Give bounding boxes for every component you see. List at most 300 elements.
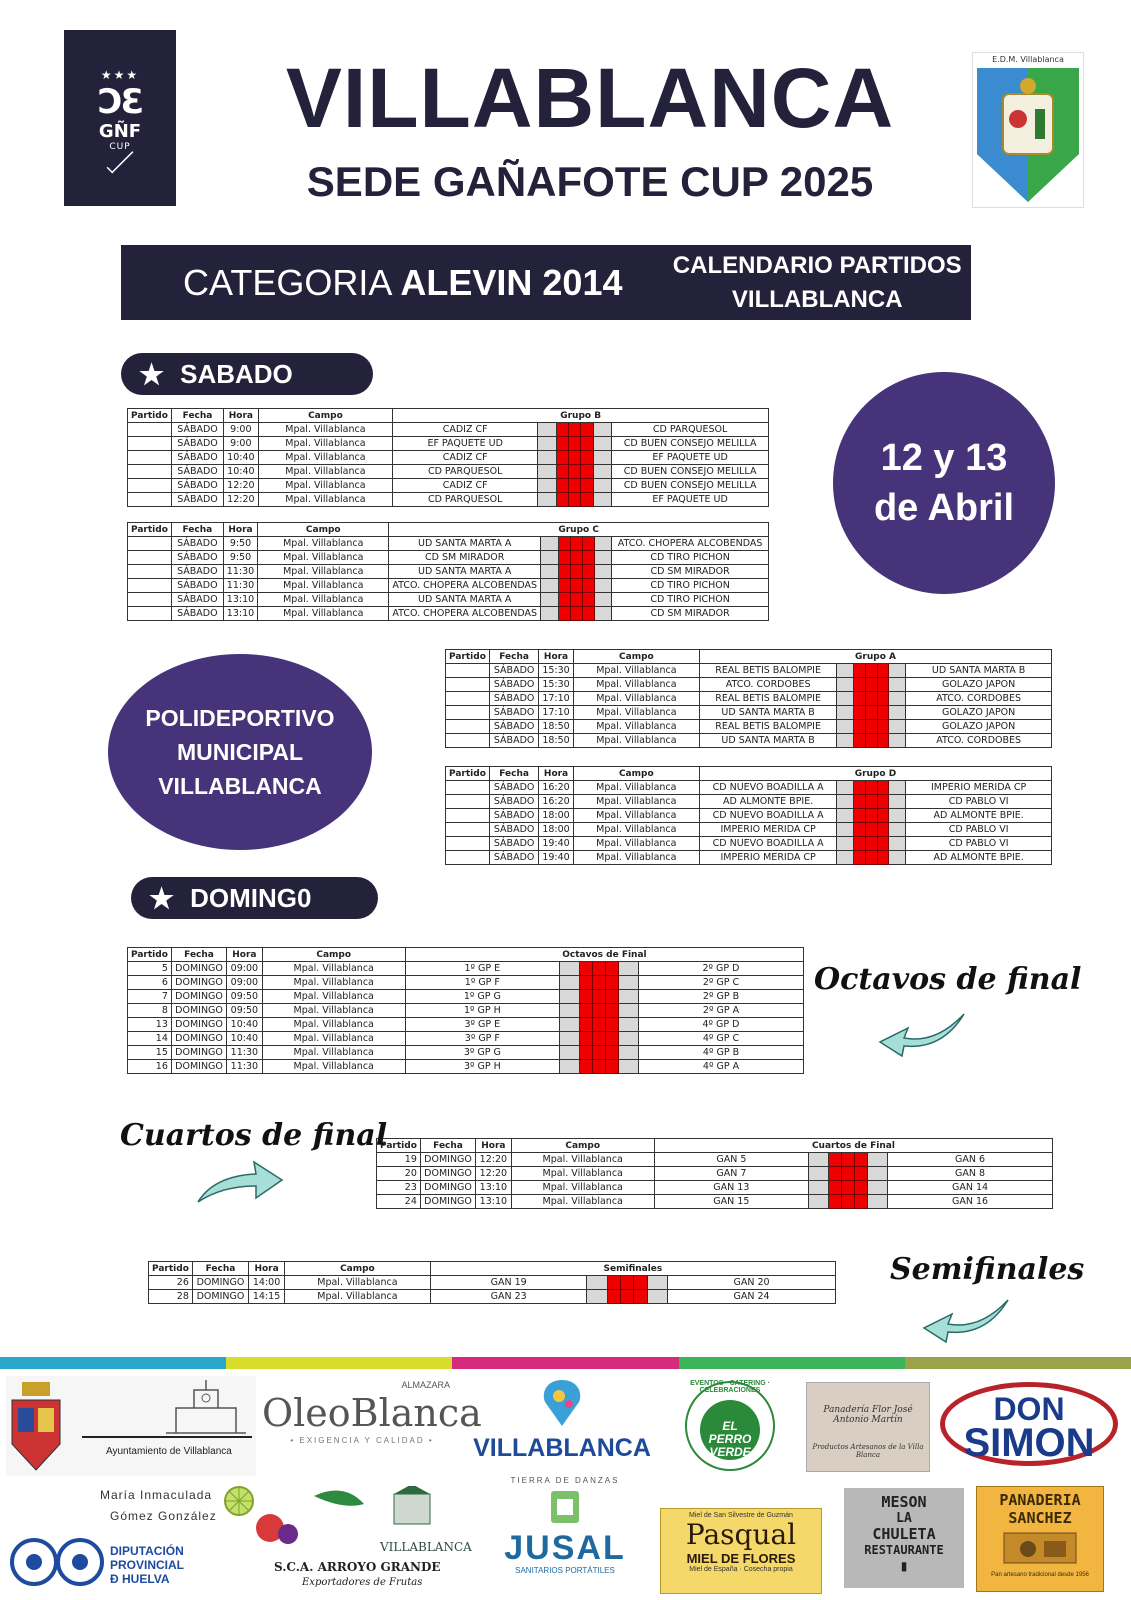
cell-local-team: 1º GP E	[405, 962, 559, 976]
header-partido: Partido	[149, 1262, 193, 1276]
cell-partido	[446, 678, 490, 692]
score-gray	[647, 1276, 667, 1290]
perro-verde-ring: EVENTOS · CATERING · CELEBRACIONES	[690, 1380, 770, 1394]
score-red	[579, 962, 592, 976]
cell-visitor-team: 4º GP B	[639, 1046, 804, 1060]
score-gray	[541, 579, 559, 593]
table-row	[128, 1004, 804, 1018]
cell-visitor-team: 2º GP C	[639, 976, 804, 990]
score-red	[854, 692, 866, 706]
ayuntamiento-text: Ayuntamiento de Villablanca	[106, 1446, 232, 1457]
score-red	[579, 976, 592, 990]
score-gray	[538, 465, 556, 479]
score-gray	[868, 1167, 888, 1181]
score-red	[570, 579, 582, 593]
score-red	[854, 664, 866, 678]
score-red	[854, 837, 866, 851]
cell-local-team: GAN 19	[430, 1276, 587, 1290]
cell-visitor-team: CD PARQUESOL	[612, 423, 769, 437]
score-red	[582, 537, 594, 551]
score-red	[592, 962, 605, 976]
cell-hora: 09:00	[227, 962, 262, 976]
score-gray	[619, 962, 639, 976]
score-red	[568, 479, 580, 493]
cell-visitor-team: CD SM MIRADOR	[612, 565, 769, 579]
table-row	[128, 479, 769, 493]
club-crest	[972, 52, 1084, 208]
semis-table	[148, 1261, 836, 1304]
score-red	[877, 851, 889, 865]
cell-partido	[446, 720, 490, 734]
arrow-left-icon	[920, 1296, 1012, 1344]
score-red	[828, 1153, 841, 1167]
cell-local-team: GAN 5	[654, 1153, 808, 1167]
score-red	[592, 1004, 605, 1018]
cell-partido: 19	[377, 1153, 421, 1167]
header-partido: Partido	[446, 767, 490, 781]
table-row	[128, 1018, 804, 1032]
cell-fecha: DOMINGO	[171, 1018, 226, 1032]
score-red	[582, 593, 594, 607]
cell-partido	[446, 823, 490, 837]
diputacion-line-1: DIPUTACIÓN	[110, 1544, 184, 1558]
score-red	[877, 720, 889, 734]
cell-fecha: DOMINGO	[420, 1195, 475, 1209]
cell-campo: Mpal. Villablanca	[258, 593, 389, 607]
cell-campo: Mpal. Villablanca	[573, 795, 699, 809]
meson-line-3: CHULETA	[872, 1525, 936, 1543]
cell-partido: 6	[128, 976, 172, 990]
cell-hora: 12:20	[476, 1153, 511, 1167]
cell-local-team: UD SANTA MARTA A	[389, 565, 541, 579]
pasqual-mid: MIEL DE FLORES	[686, 1551, 796, 1566]
score-gray	[559, 1004, 579, 1018]
arrow-left-icon	[876, 1010, 968, 1058]
score-gray	[889, 823, 906, 837]
score-gray	[837, 664, 854, 678]
cuartos-label: Cuartos de final	[120, 1118, 388, 1153]
table-row	[446, 664, 1052, 678]
cell-local-team: GAN 15	[654, 1195, 808, 1209]
score-red	[607, 1276, 620, 1290]
cell-partido	[446, 734, 490, 748]
pasqual-bot: Miel de España · Cosecha propia	[689, 1566, 793, 1573]
score-gray	[889, 851, 906, 865]
score-red	[592, 1032, 605, 1046]
cell-fecha: SÁBADO	[489, 706, 538, 720]
cell-hora: 10:40	[224, 451, 258, 465]
score-red	[558, 537, 570, 551]
cell-campo: Mpal. Villablanca	[258, 537, 389, 551]
score-red	[556, 465, 568, 479]
header-hora: Hora	[539, 650, 573, 664]
panaderia-sanchez-sub: Pan artesano tradicional desde 1956	[991, 1572, 1089, 1578]
cell-campo: Mpal. Villablanca	[258, 565, 389, 579]
cell-hora: 16:20	[539, 781, 573, 795]
score-red	[865, 678, 877, 692]
domingo-label: DOMING0	[190, 882, 312, 913]
cell-campo: Mpal. Villablanca	[573, 781, 699, 795]
score-red	[579, 1018, 592, 1032]
score-gray	[587, 1276, 607, 1290]
cell-campo: Mpal. Villablanca	[573, 692, 699, 706]
cell-visitor-team: GAN 20	[668, 1276, 836, 1290]
cell-campo: Mpal. Villablanca	[258, 607, 389, 621]
score-red	[606, 1032, 619, 1046]
cell-visitor-team: GAN 14	[888, 1181, 1053, 1195]
cell-local-team: EF PAQUETE UD	[393, 437, 538, 451]
cell-hora: 9:50	[223, 551, 257, 565]
score-gray	[619, 1046, 639, 1060]
score-red	[855, 1181, 868, 1195]
score-red	[606, 1018, 619, 1032]
table-row	[128, 423, 769, 437]
cell-local-team: CADIZ CF	[393, 479, 538, 493]
table-row	[128, 551, 769, 565]
score-red	[877, 678, 889, 692]
score-red	[581, 437, 593, 451]
cell-hora: 15:30	[539, 664, 573, 678]
pasqual-top: Miel de San Silvestre de Guzmán	[689, 1512, 793, 1519]
score-gray	[538, 479, 556, 493]
cell-partido	[446, 795, 490, 809]
score-red	[854, 734, 866, 748]
cell-partido: 13	[128, 1018, 172, 1032]
table-row	[446, 837, 1052, 851]
score-red	[877, 781, 889, 795]
cell-hora: 10:40	[227, 1032, 262, 1046]
cell-partido: 5	[128, 962, 172, 976]
score-gray	[594, 537, 612, 551]
venue-line-2: MUNICIPAL	[176, 739, 304, 765]
cell-hora: 12:20	[224, 479, 258, 493]
category-name: ALEVIN 2014	[400, 261, 623, 303]
cell-hora: 11:30	[227, 1046, 262, 1060]
cell-campo: Mpal. Villablanca	[511, 1167, 654, 1181]
cell-visitor-team: CD TIRO PICHON	[612, 551, 769, 565]
toilet-cabin-icon	[545, 1485, 585, 1525]
table-row	[446, 720, 1052, 734]
diputacion-line-3: Đ HUELVA	[110, 1572, 170, 1586]
cell-visitor-team: ATCO. CHOPERA ALCOBENDAS	[612, 537, 769, 551]
score-gray	[541, 565, 559, 579]
score-red	[558, 565, 570, 579]
header-group: Grupo B	[393, 409, 769, 423]
cell-visitor-team: EF PAQUETE UD	[612, 493, 769, 507]
table-row	[446, 734, 1052, 748]
cell-fecha: SÁBADO	[489, 692, 538, 706]
cell-local-team: ATCO. CORDOBES	[700, 678, 837, 692]
color-stripe	[0, 1357, 1131, 1369]
score-red	[866, 781, 878, 795]
score-red	[607, 1290, 620, 1304]
page-title: VILLABLANCA	[285, 51, 895, 145]
cell-partido	[446, 706, 490, 720]
score-gray	[594, 593, 612, 607]
score-gray	[837, 851, 854, 865]
score-red	[877, 809, 889, 823]
score-gray	[559, 1046, 579, 1060]
cell-hora: 12:20	[224, 493, 258, 507]
score-red	[556, 451, 568, 465]
table-row	[446, 781, 1052, 795]
score-red	[877, 664, 889, 678]
cell-local-team: CADIZ CF	[393, 423, 538, 437]
cell-hora: 15:30	[539, 678, 573, 692]
grupo-b-table	[127, 408, 769, 507]
cell-local-team: REAL BETIS BALOMPIE	[700, 692, 837, 706]
cell-hora: 16:20	[539, 795, 573, 809]
cell-visitor-team: CD PABLO VI	[906, 823, 1052, 837]
diputacion-emblem-icon	[10, 1530, 106, 1590]
score-gray	[594, 607, 612, 621]
page-subtitle: SEDE GAÑAFOTE CUP 2025	[306, 158, 874, 205]
diputacion-line-2: PROVINCIAL	[110, 1558, 185, 1572]
score-red	[582, 565, 594, 579]
cuartos-table	[376, 1138, 1053, 1209]
cell-campo: Mpal. Villablanca	[511, 1181, 654, 1195]
cell-partido	[128, 593, 172, 607]
cell-partido	[128, 423, 172, 437]
score-red	[581, 465, 593, 479]
cell-fecha: SÁBADO	[171, 565, 223, 579]
score-gray	[594, 551, 612, 565]
score-red	[841, 1181, 854, 1195]
gnf-text: GÑF	[98, 121, 142, 142]
jusal-text: JUSAL	[504, 1529, 626, 1567]
score-red	[865, 692, 877, 706]
cell-fecha: DOMINGO	[192, 1276, 248, 1290]
don-simon-line-2: SIMON	[963, 1421, 1095, 1465]
cell-local-team: UD SANTA MARTA B	[700, 706, 837, 720]
stripe-2	[226, 1357, 452, 1369]
cell-fecha: DOMINGO	[420, 1167, 475, 1181]
score-red	[865, 706, 877, 720]
cell-visitor-team: GOLAZO JAPON	[906, 678, 1052, 692]
score-gray	[538, 451, 556, 465]
cell-local-team: 3º GP G	[405, 1046, 559, 1060]
cell-fecha: SÁBADO	[171, 493, 223, 507]
cell-local-team: GAN 7	[654, 1167, 808, 1181]
cell-fecha: DOMINGO	[420, 1153, 475, 1167]
oleoblanca-top: ALMAZARA	[401, 1380, 450, 1390]
gnf-mark: ƆƐ	[97, 82, 143, 122]
score-red	[570, 593, 582, 607]
cell-visitor-team: CD BUEN CONSEJO MELILLA	[612, 479, 769, 493]
cell-fecha: DOMINGO	[171, 976, 226, 990]
cell-fecha: SÁBADO	[171, 479, 223, 493]
score-gray	[541, 593, 559, 607]
score-red	[828, 1181, 841, 1195]
grupo-c-table	[127, 522, 769, 621]
cell-campo: Mpal. Villablanca	[511, 1153, 654, 1167]
cell-fecha: DOMINGO	[192, 1290, 248, 1304]
perro-verde-text: EL PERRO VERDE	[708, 1419, 752, 1459]
score-gray	[593, 451, 611, 465]
cell-local-team: CADIZ CF	[393, 451, 538, 465]
table-row	[128, 465, 769, 479]
fruit-icon	[244, 1486, 484, 1546]
score-gray	[593, 437, 611, 451]
cell-local-team: CD NUEVO BOADILLA A	[699, 781, 836, 795]
cell-campo: Mpal. Villablanca	[573, 851, 699, 865]
sponsor-panaderia-flor	[806, 1382, 930, 1472]
header-hora: Hora	[476, 1139, 511, 1153]
cell-partido	[128, 451, 172, 465]
cell-visitor-team: AD ALMONTE BPIE.	[906, 851, 1052, 865]
panaderia-flor-sub: Productos Artesanos de la Villa Blanca	[812, 1443, 924, 1459]
score-red	[592, 990, 605, 1004]
score-red	[592, 1018, 605, 1032]
header-fecha: Fecha	[420, 1139, 475, 1153]
cell-visitor-team: 2º GP A	[639, 1004, 804, 1018]
cell-partido: 26	[149, 1276, 193, 1290]
cell-fecha: DOMINGO	[171, 1046, 226, 1060]
table-header-row	[128, 409, 769, 423]
cell-campo: Mpal. Villablanca	[285, 1276, 431, 1290]
cell-fecha: SÁBADO	[489, 823, 538, 837]
map-pin-icon	[537, 1378, 587, 1428]
cell-local-team: ATCO. CHOPERA ALCOBENDAS	[389, 579, 541, 593]
score-red	[570, 551, 582, 565]
header-group: Grupo A	[700, 650, 1052, 664]
cell-visitor-team: GAN 24	[668, 1290, 836, 1304]
score-red	[841, 1167, 854, 1181]
score-gray	[889, 720, 906, 734]
octavos-label: Octavos de final	[814, 962, 1082, 997]
score-red	[865, 734, 877, 748]
cell-local-team: CD NUEVO BOADILLA A	[699, 837, 836, 851]
score-red	[581, 493, 593, 507]
cell-visitor-team: EF PAQUETE UD	[612, 451, 769, 465]
score-red	[581, 423, 593, 437]
cell-local-team: IMPERIO MERIDA CP	[699, 851, 836, 865]
score-gray	[619, 976, 639, 990]
score-red	[568, 493, 580, 507]
cell-campo: Mpal. Villablanca	[573, 734, 699, 748]
cell-hora: 14:15	[249, 1290, 285, 1304]
score-red	[866, 795, 878, 809]
score-gray	[889, 678, 906, 692]
cell-partido	[128, 493, 172, 507]
table-row	[128, 962, 804, 976]
score-red	[558, 551, 570, 565]
score-red	[579, 1046, 592, 1060]
cell-fecha: SÁBADO	[489, 851, 538, 865]
score-gray	[808, 1167, 828, 1181]
score-gray	[538, 493, 556, 507]
header-partido: Partido	[446, 650, 490, 664]
header-group: Octavos de Final	[405, 948, 803, 962]
cell-fecha: SÁBADO	[489, 781, 538, 795]
score-red	[570, 607, 582, 621]
header-campo: Campo	[258, 523, 389, 537]
cell-campo: Mpal. Villablanca	[511, 1195, 654, 1209]
cell-hora: 17:10	[539, 692, 573, 706]
score-gray	[837, 706, 854, 720]
table-row	[446, 706, 1052, 720]
table-row	[128, 976, 804, 990]
score-red	[581, 451, 593, 465]
cell-visitor-team: 2º GP B	[639, 990, 804, 1004]
arrow-right-icon	[194, 1158, 286, 1206]
cell-campo: Mpal. Villablanca	[262, 1018, 405, 1032]
cell-partido: 7	[128, 990, 172, 1004]
score-gray	[647, 1290, 667, 1304]
arroyo-sub: Exportadores de Frutas	[302, 1577, 423, 1588]
score-red	[877, 795, 889, 809]
cell-hora: 13:10	[223, 593, 257, 607]
score-gray	[837, 795, 854, 809]
sponsor-perro-verde	[660, 1376, 800, 1476]
cell-campo: Mpal. Villablanca	[262, 1004, 405, 1018]
score-red	[634, 1276, 647, 1290]
table-row	[128, 437, 769, 451]
cell-partido	[128, 579, 172, 593]
crest-label: E.D.M. Villablanca	[992, 55, 1064, 64]
cell-fecha: SÁBADO	[171, 579, 223, 593]
cell-campo: Mpal. Villablanca	[262, 962, 405, 976]
sponsor-pasqual	[660, 1508, 822, 1594]
score-gray	[868, 1195, 888, 1209]
cell-campo: Mpal. Villablanca	[573, 678, 699, 692]
cell-visitor-team: GOLAZO JAPON	[906, 720, 1052, 734]
cell-campo: Mpal. Villablanca	[258, 551, 389, 565]
sponsor-villablanca	[470, 1378, 654, 1474]
cell-campo: Mpal. Villablanca	[285, 1290, 431, 1304]
score-gray	[889, 706, 906, 720]
pasqual-text: Pasqual	[685, 1518, 797, 1551]
cell-visitor-team: ATCO. CORDOBES	[906, 692, 1052, 706]
table-row	[446, 795, 1052, 809]
score-red	[855, 1167, 868, 1181]
score-gray	[889, 781, 906, 795]
cell-hora: 17:10	[539, 706, 573, 720]
score-gray	[559, 976, 579, 990]
score-gray	[594, 565, 612, 579]
cell-partido	[446, 851, 490, 865]
header-fecha: Fecha	[489, 650, 538, 664]
cell-visitor-team: 4º GP A	[639, 1060, 804, 1074]
header-hora: Hora	[539, 767, 573, 781]
arroyo-text: S.C.A. ARROYO GRANDE	[274, 1560, 441, 1574]
cell-local-team: CD PARQUESOL	[393, 465, 538, 479]
cell-partido	[128, 565, 172, 579]
table-header-row	[446, 650, 1052, 664]
cell-fecha: SÁBADO	[171, 465, 223, 479]
score-gray	[889, 809, 906, 823]
score-red	[556, 423, 568, 437]
cell-visitor-team: GOLAZO JAPON	[906, 706, 1052, 720]
cell-campo: Mpal. Villablanca	[258, 479, 393, 493]
score-red	[570, 565, 582, 579]
cell-local-team: REAL BETIS BALOMPIE	[700, 664, 837, 678]
score-red	[854, 781, 866, 795]
cell-fecha: SÁBADO	[171, 423, 223, 437]
header-campo: Campo	[258, 409, 393, 423]
score-red	[592, 976, 605, 990]
score-red	[606, 976, 619, 990]
table-row	[446, 678, 1052, 692]
score-red	[841, 1195, 854, 1209]
score-red	[828, 1195, 841, 1209]
sponsor-don-simon	[936, 1372, 1122, 1474]
category-title	[183, 262, 663, 304]
score-red	[866, 823, 878, 837]
score-gray	[868, 1153, 888, 1167]
score-gray	[559, 990, 579, 1004]
cell-hora: 13:10	[223, 607, 257, 621]
